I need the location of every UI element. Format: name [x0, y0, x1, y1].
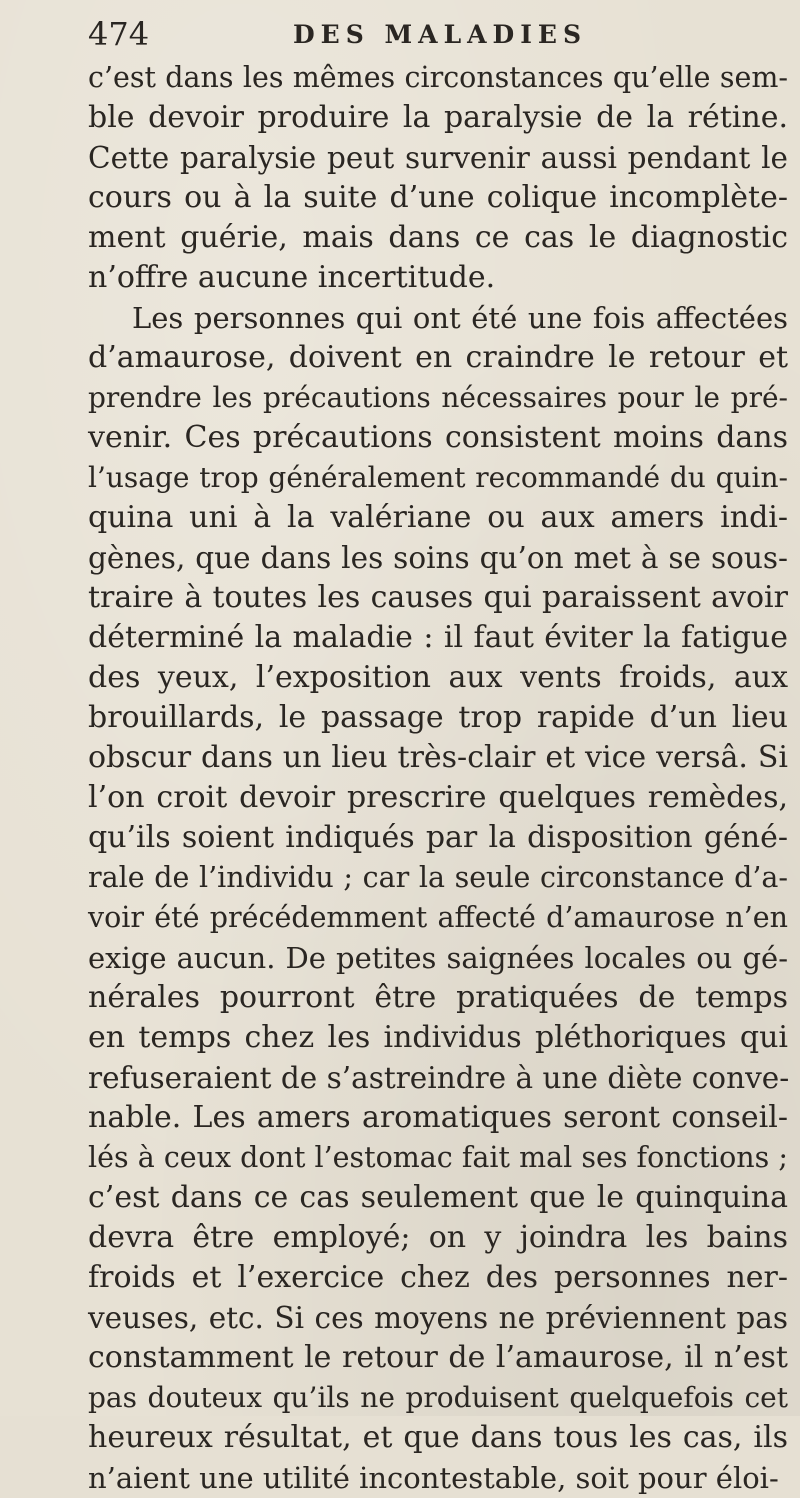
text-line: traire à toutes les causes qui paraissent avoir: [88, 580, 788, 615]
text-line: c’est dans les mêmes circonstances qu’elle sem-: [88, 61, 788, 94]
text-line: rale de l’individu ; car la seule circonstance d’a-: [88, 861, 788, 894]
text-line: quina uni à la valériane ou aux amers indi-: [88, 500, 788, 535]
text-line: n’aient une utilité incontestable, soit pour éloi-: [88, 1461, 779, 1495]
text-line: qu’ils soient indiqués par la disposition géné-: [88, 820, 788, 855]
text-line: déterminé la maladie : il faut éviter la fatigue: [88, 620, 788, 655]
text-line: des yeux, l’exposition aux vents froids, aux: [88, 660, 788, 695]
text-line: ment guérie, mais dans ce cas le diagnostic: [88, 220, 788, 255]
text-line: en temps chez les individus pléthoriques qui: [88, 1020, 788, 1055]
text-line: devra être employé; on y joindra les bains: [88, 1220, 788, 1255]
text-line: gènes, que dans les soins qu’on met à se sous-: [88, 541, 788, 575]
text-line: d’amaurose, doivent en craindre le retour et: [88, 340, 788, 375]
text-line: voir été précédemment affecté d’amaurose n’en: [88, 901, 788, 934]
text-line: l’usage trop généralement recommandé du quin-: [88, 461, 788, 494]
text-line: Les personnes qui ont été une fois affectées: [132, 301, 788, 335]
text-line: brouillards, le passage trop rapide d’un lieu: [88, 700, 788, 735]
text-line: nérales pourront être pratiquées de temps: [88, 980, 788, 1015]
body-text: [88, 58, 788, 1498]
text-line: n’offre aucune incertitude.: [88, 260, 496, 295]
text-line: pas douteux qu’ils ne produisent quelquefois cet: [88, 1381, 788, 1414]
text-line: ble devoir produire la paralysie de la rétine.: [88, 100, 788, 135]
text-line: prendre les précautions nécessaires pour le pré-: [88, 381, 788, 414]
running-head: DES MALADIES: [293, 20, 588, 49]
text-line: nable. Les amers aromatiques seront conseil-: [88, 1100, 788, 1135]
text-line: heureux résultat, et que dans tous les cas, ils: [88, 1420, 788, 1455]
text-line: l’on croit devoir prescrire quelques remèdes,: [88, 780, 788, 815]
text-line: constamment le retour de l’amaurose, il n’est: [88, 1340, 788, 1375]
text-line: c’est dans ce cas seulement que le quinquina: [88, 1180, 788, 1215]
text-line: refuseraient de s’astreindre à une diète conve-: [88, 1061, 790, 1095]
text-line: Cette paralysie peut survenir aussi pendant le: [88, 141, 788, 175]
text-line: cours ou à la suite d’une colique incomplète-: [88, 180, 788, 215]
text-line: froids et l’exercice chez des personnes ner-: [88, 1260, 788, 1295]
text-line: venir. Ces précautions consistent moins dans: [88, 420, 788, 455]
text-line: obscur dans un lieu très-clair et vice versâ. Si: [88, 740, 788, 775]
page-header: [88, 14, 788, 54]
text-line: exige aucun. De petites saignées locales ou gé-: [88, 941, 788, 975]
text-line: lés à ceux dont l’estomac fait mal ses fonctions ;: [88, 1141, 788, 1174]
text-line: veuses, etc. Si ces moyens ne préviennent pas: [88, 1301, 788, 1335]
page-number: 474: [88, 15, 150, 53]
